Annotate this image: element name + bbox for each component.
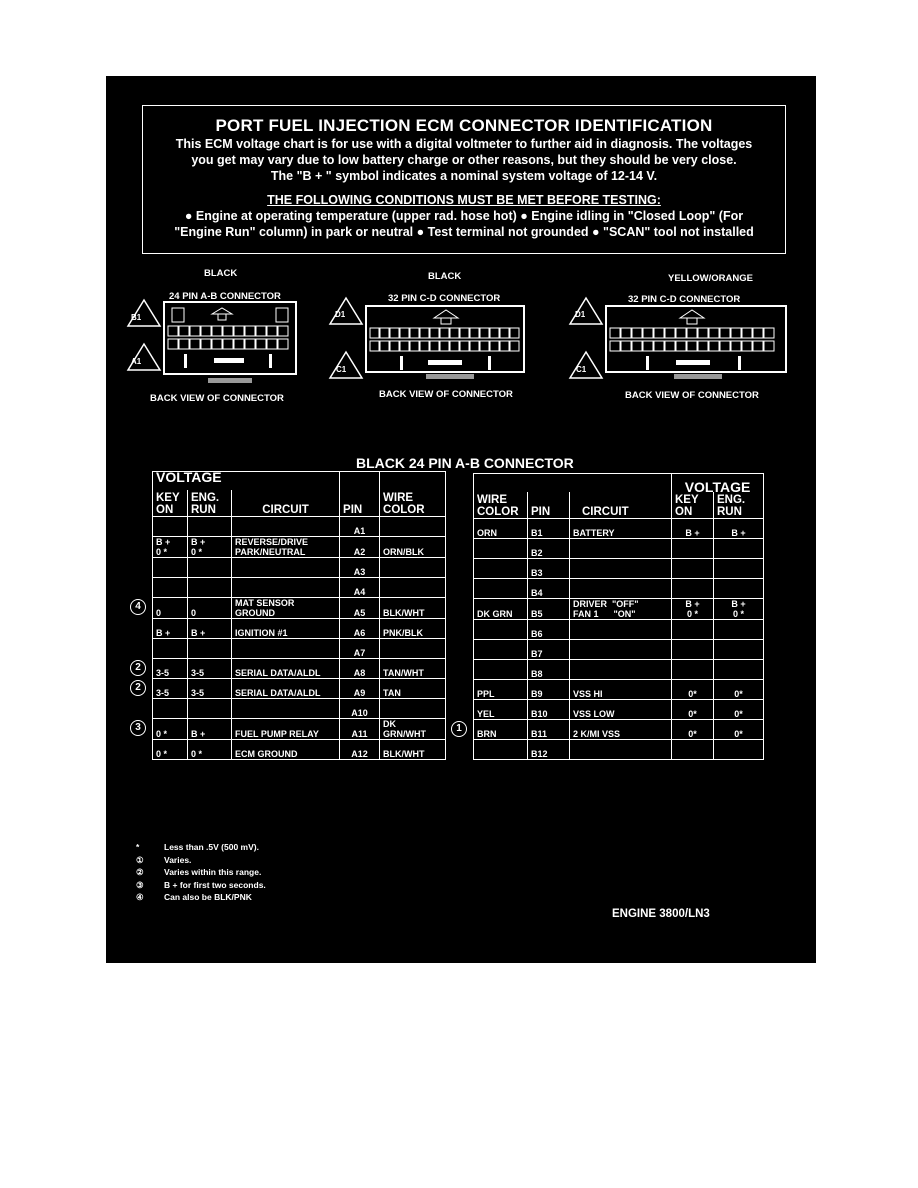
- engine-run-voltage: [188, 639, 232, 659]
- wire-color: YEL: [474, 700, 528, 720]
- footnotes: [136, 841, 266, 904]
- wire-color: [474, 660, 528, 680]
- circuit-name: [570, 539, 672, 559]
- pin-id: B12: [528, 740, 570, 760]
- key-on-voltage: 0: [153, 598, 188, 619]
- right-header-eng-run: ENG. RUN: [714, 492, 764, 519]
- key-on-voltage: [153, 558, 188, 578]
- pin-id: A4: [340, 578, 380, 598]
- footnote-symbol: ③: [136, 879, 144, 890]
- footnote-text: Varies within this range.: [164, 867, 262, 877]
- key-on-voltage: [672, 559, 714, 579]
- wire-color: [474, 559, 528, 579]
- pin-id: B2: [528, 539, 570, 559]
- note-marker-icon: 2: [130, 680, 146, 696]
- footnote-symbol: ①: [136, 854, 144, 865]
- footnote: [136, 879, 266, 892]
- right-header-circuit: CIRCUIT: [570, 492, 672, 519]
- circuit-name: [570, 620, 672, 640]
- note-marker-icon: 4: [130, 599, 146, 615]
- instructions-box: [142, 105, 786, 254]
- conditions-line-1: ● Engine at operating temperature (upper rad. hose hot) ● Engine idling in "Closed Loop" (For: [184, 209, 744, 223]
- footnote: [136, 841, 266, 854]
- circuit-name: SERIAL DATA/ALDL: [232, 659, 340, 679]
- pin-id: B4: [528, 579, 570, 599]
- pin-id: A5: [340, 598, 380, 619]
- right-header-key-on: KEY ON: [672, 492, 714, 519]
- engine-run-voltage: 0*: [714, 680, 764, 700]
- pin-id: B8: [528, 660, 570, 680]
- table-row: [474, 559, 764, 579]
- right-voltage-label: VOLTAGE: [672, 474, 764, 493]
- wire-color: BLK/WHT: [380, 740, 446, 760]
- engine-run-voltage: [188, 558, 232, 578]
- wire-color: DK GRN: [474, 599, 528, 620]
- circuit-name: [232, 699, 340, 719]
- key-on-voltage: 0*: [672, 680, 714, 700]
- note-marker-icon: 2: [130, 660, 146, 676]
- engine-run-voltage: [188, 699, 232, 719]
- key-on-voltage: [672, 640, 714, 660]
- connector-3-bottom-pin: C1: [576, 365, 587, 374]
- wire-color: [380, 558, 446, 578]
- circuit-name: [232, 578, 340, 598]
- circuit-name: IGNITION #1: [232, 619, 340, 639]
- conditions-title: THE FOLLOWING CONDITIONS MUST BE MET BEFORE TESTING:: [267, 193, 661, 207]
- table-row: [474, 700, 764, 720]
- key-on-voltage: [672, 740, 714, 760]
- key-on-voltage: B + 0 *: [672, 599, 714, 620]
- engine-run-voltage: [714, 539, 764, 559]
- wire-color: [474, 620, 528, 640]
- footnote-text: Less than .5V (500 mV).: [164, 842, 259, 852]
- pin-id: B7: [528, 640, 570, 660]
- engine-run-voltage: [714, 620, 764, 640]
- connector-1-view: BACK VIEW OF CONNECTOR: [150, 393, 284, 404]
- connector-3-color: YELLOW/ORANGE: [668, 273, 753, 284]
- wire-color: [474, 640, 528, 660]
- left-header-circuit: CIRCUIT: [232, 490, 340, 517]
- footnote: [136, 854, 266, 867]
- wire-color: ORN: [474, 519, 528, 539]
- wire-color: [474, 579, 528, 599]
- pin-id: B10: [528, 700, 570, 720]
- footnote: [136, 891, 266, 904]
- table-row: [474, 579, 764, 599]
- circuit-name: REVERSE/DRIVE PARK/NEUTRAL: [232, 537, 340, 558]
- wire-color: DK GRN/WHT: [380, 719, 446, 740]
- table-row: [474, 539, 764, 559]
- wire-color: [380, 517, 446, 537]
- table-row: [153, 679, 446, 699]
- page-title: PORT FUEL INJECTION ECM CONNECTOR IDENTIFICATION: [215, 116, 713, 135]
- pin-id: A6: [340, 619, 380, 639]
- footnote-symbol: ②: [136, 867, 144, 877]
- connector-2-bottom-pin: C1: [336, 365, 347, 374]
- engine-run-voltage: B +: [714, 519, 764, 539]
- pin-id: B11: [528, 720, 570, 740]
- engine-run-voltage: [714, 579, 764, 599]
- pin-id: B3: [528, 559, 570, 579]
- circuit-name: [570, 740, 672, 760]
- table-title: BLACK 24 PIN A-B CONNECTOR: [356, 455, 574, 471]
- table-row: [153, 537, 446, 558]
- wire-color: TAN/WHT: [380, 659, 446, 679]
- table-row: [153, 598, 446, 619]
- table-row: [153, 639, 446, 659]
- key-on-voltage: 3-5: [153, 679, 188, 699]
- pin-id: B1: [528, 519, 570, 539]
- wire-color: [474, 539, 528, 559]
- right-header-pin: PIN: [528, 492, 570, 519]
- engine-run-voltage: B + 0 *: [714, 599, 764, 620]
- intro-line-1: This ECM voltage chart is for use with a digital voltmeter to further aid in diagnosis. The voltages: [175, 137, 753, 151]
- circuit-name: DRIVER "OFF" FAN 1 "ON": [570, 599, 672, 620]
- engine-run-voltage: 0*: [714, 720, 764, 740]
- circuit-name: ECM GROUND: [232, 740, 340, 760]
- table-row: [153, 558, 446, 578]
- pin-id: A8: [340, 659, 380, 679]
- circuit-name: MAT SENSOR GROUND: [232, 598, 340, 619]
- footnote-text: B + for first two seconds.: [164, 879, 266, 890]
- pin-id: A10: [340, 699, 380, 719]
- pin-id: A12: [340, 740, 380, 760]
- table-row: [153, 578, 446, 598]
- pin-id: A11: [340, 719, 380, 740]
- circuit-name: [232, 639, 340, 659]
- engine-run-voltage: B + 0 *: [188, 537, 232, 558]
- table-row: [474, 519, 764, 539]
- engine-run-voltage: [714, 559, 764, 579]
- wire-color: PNK/BLK: [380, 619, 446, 639]
- connector-3-name: 32 PIN C-D CONNECTOR: [628, 294, 741, 305]
- connector-2-drawing: [328, 298, 528, 388]
- engine-run-voltage: 3-5: [188, 659, 232, 679]
- pin-id: A3: [340, 558, 380, 578]
- connector-1-color: BLACK: [204, 268, 238, 279]
- wire-color: TAN: [380, 679, 446, 699]
- table-row: [153, 699, 446, 719]
- engine-run-voltage: B +: [188, 719, 232, 740]
- diagram-panel: [106, 76, 812, 963]
- left-header-pin: PIN: [340, 490, 380, 517]
- connector-3-top-pin: D1: [575, 310, 586, 319]
- circuit-name: SERIAL DATA/ALDL: [232, 679, 340, 699]
- key-on-voltage: 0*: [672, 720, 714, 740]
- key-on-voltage: [153, 639, 188, 659]
- key-on-voltage: [672, 620, 714, 640]
- engine-label: ENGINE 3800/LN3: [612, 908, 710, 920]
- connector-1-drawing: [124, 298, 304, 388]
- engine-run-voltage: 0*: [714, 700, 764, 720]
- key-on-voltage: B +: [672, 519, 714, 539]
- table-row: [474, 620, 764, 640]
- pin-id: A7: [340, 639, 380, 659]
- key-on-voltage: 0*: [672, 700, 714, 720]
- connector-3-view: BACK VIEW OF CONNECTOR: [625, 390, 759, 401]
- table-row: [474, 640, 764, 660]
- footnote-symbol: *: [136, 842, 140, 852]
- table-row: [474, 740, 764, 760]
- circuit-name: [232, 517, 340, 537]
- circuit-name: [570, 660, 672, 680]
- wire-color: BLK/WHT: [380, 598, 446, 619]
- wire-color: PPL: [474, 680, 528, 700]
- left-voltage-label: VOLTAGE: [153, 472, 340, 491]
- wire-color: ORN/BLK: [380, 537, 446, 558]
- connector-2-color: BLACK: [428, 271, 462, 282]
- connector-2-top-pin: D1: [335, 310, 346, 319]
- engine-run-voltage: [714, 660, 764, 680]
- circuit-name: VSS LOW: [570, 700, 672, 720]
- circuit-name: VSS HI: [570, 680, 672, 700]
- connector-3-drawing: [568, 298, 788, 388]
- engine-run-voltage: 3-5: [188, 679, 232, 699]
- key-on-voltage: 3-5: [153, 659, 188, 679]
- key-on-voltage: [153, 517, 188, 537]
- connector-1-name: 24 PIN A-B CONNECTOR: [169, 291, 281, 302]
- conditions-line-2: "Engine Run" column) in park or neutral ● Test terminal not grounded ● "SCAN" tool not installed: [174, 225, 754, 239]
- wire-color: BRN: [474, 720, 528, 740]
- key-on-voltage: [153, 699, 188, 719]
- pin-id: B6: [528, 620, 570, 640]
- key-on-voltage: 0 *: [153, 719, 188, 740]
- table-row: [474, 660, 764, 680]
- footnote-symbol: ④: [136, 892, 144, 902]
- connector-2-name: 32 PIN C-D CONNECTOR: [388, 293, 501, 304]
- circuit-name: [570, 559, 672, 579]
- wire-color: [380, 699, 446, 719]
- wire-color: [474, 740, 528, 760]
- table-row: [474, 720, 764, 740]
- pin-id: B9: [528, 680, 570, 700]
- footnote-text: Can also be BLK/PNK: [164, 892, 252, 902]
- key-on-voltage: [672, 660, 714, 680]
- left-voltage-table: [152, 471, 446, 760]
- table-row: [153, 740, 446, 760]
- right-voltage-table: [473, 473, 764, 760]
- circuit-name: [570, 579, 672, 599]
- table-row: [153, 619, 446, 639]
- connector-1-bottom-pin: A1: [131, 357, 142, 366]
- note-marker-icon: 3: [130, 720, 146, 736]
- key-on-voltage: B + 0 *: [153, 537, 188, 558]
- key-on-voltage: [153, 578, 188, 598]
- table-row: [153, 517, 446, 537]
- right-header-wire: WIRE COLOR: [474, 492, 528, 519]
- engine-run-voltage: [188, 578, 232, 598]
- table-row: [153, 719, 446, 740]
- intro-line-3: The "B + " symbol indicates a nominal system voltage of 12-14 V.: [270, 169, 658, 183]
- table-row: [153, 659, 446, 679]
- table-row: [474, 680, 764, 700]
- engine-run-voltage: [714, 640, 764, 660]
- footnote-text: Varies.: [164, 854, 192, 865]
- left-header-wire: WIRE COLOR: [380, 490, 446, 517]
- left-header-key-on: KEY ON: [153, 490, 188, 517]
- pin-id: A9: [340, 679, 380, 699]
- intro-line-2: you get may vary due to low battery charge or other reasons, but they should be very close.: [191, 153, 737, 167]
- pin-id: A1: [340, 517, 380, 537]
- engine-run-voltage: 0 *: [188, 740, 232, 760]
- pin-id: B5: [528, 599, 570, 620]
- engine-run-voltage: [188, 517, 232, 537]
- footnote: [136, 866, 266, 879]
- note-marker-icon: 1: [451, 721, 467, 737]
- circuit-name: 2 K/MI VSS: [570, 720, 672, 740]
- wire-color: [380, 578, 446, 598]
- connector-1-top-pin: B1: [131, 313, 142, 322]
- circuit-name: [570, 640, 672, 660]
- key-on-voltage: B +: [153, 619, 188, 639]
- key-on-voltage: [672, 539, 714, 559]
- key-on-voltage: [672, 579, 714, 599]
- wire-color: [380, 639, 446, 659]
- circuit-name: [232, 558, 340, 578]
- pin-id: A2: [340, 537, 380, 558]
- engine-run-voltage: B +: [188, 619, 232, 639]
- connector-2-view: BACK VIEW OF CONNECTOR: [379, 389, 513, 400]
- engine-run-voltage: [714, 740, 764, 760]
- left-header-eng-run: ENG. RUN: [188, 490, 232, 517]
- circuit-name: BATTERY: [570, 519, 672, 539]
- key-on-voltage: 0 *: [153, 740, 188, 760]
- engine-run-voltage: 0: [188, 598, 232, 619]
- circuit-name: FUEL PUMP RELAY: [232, 719, 340, 740]
- table-row: [474, 599, 764, 620]
